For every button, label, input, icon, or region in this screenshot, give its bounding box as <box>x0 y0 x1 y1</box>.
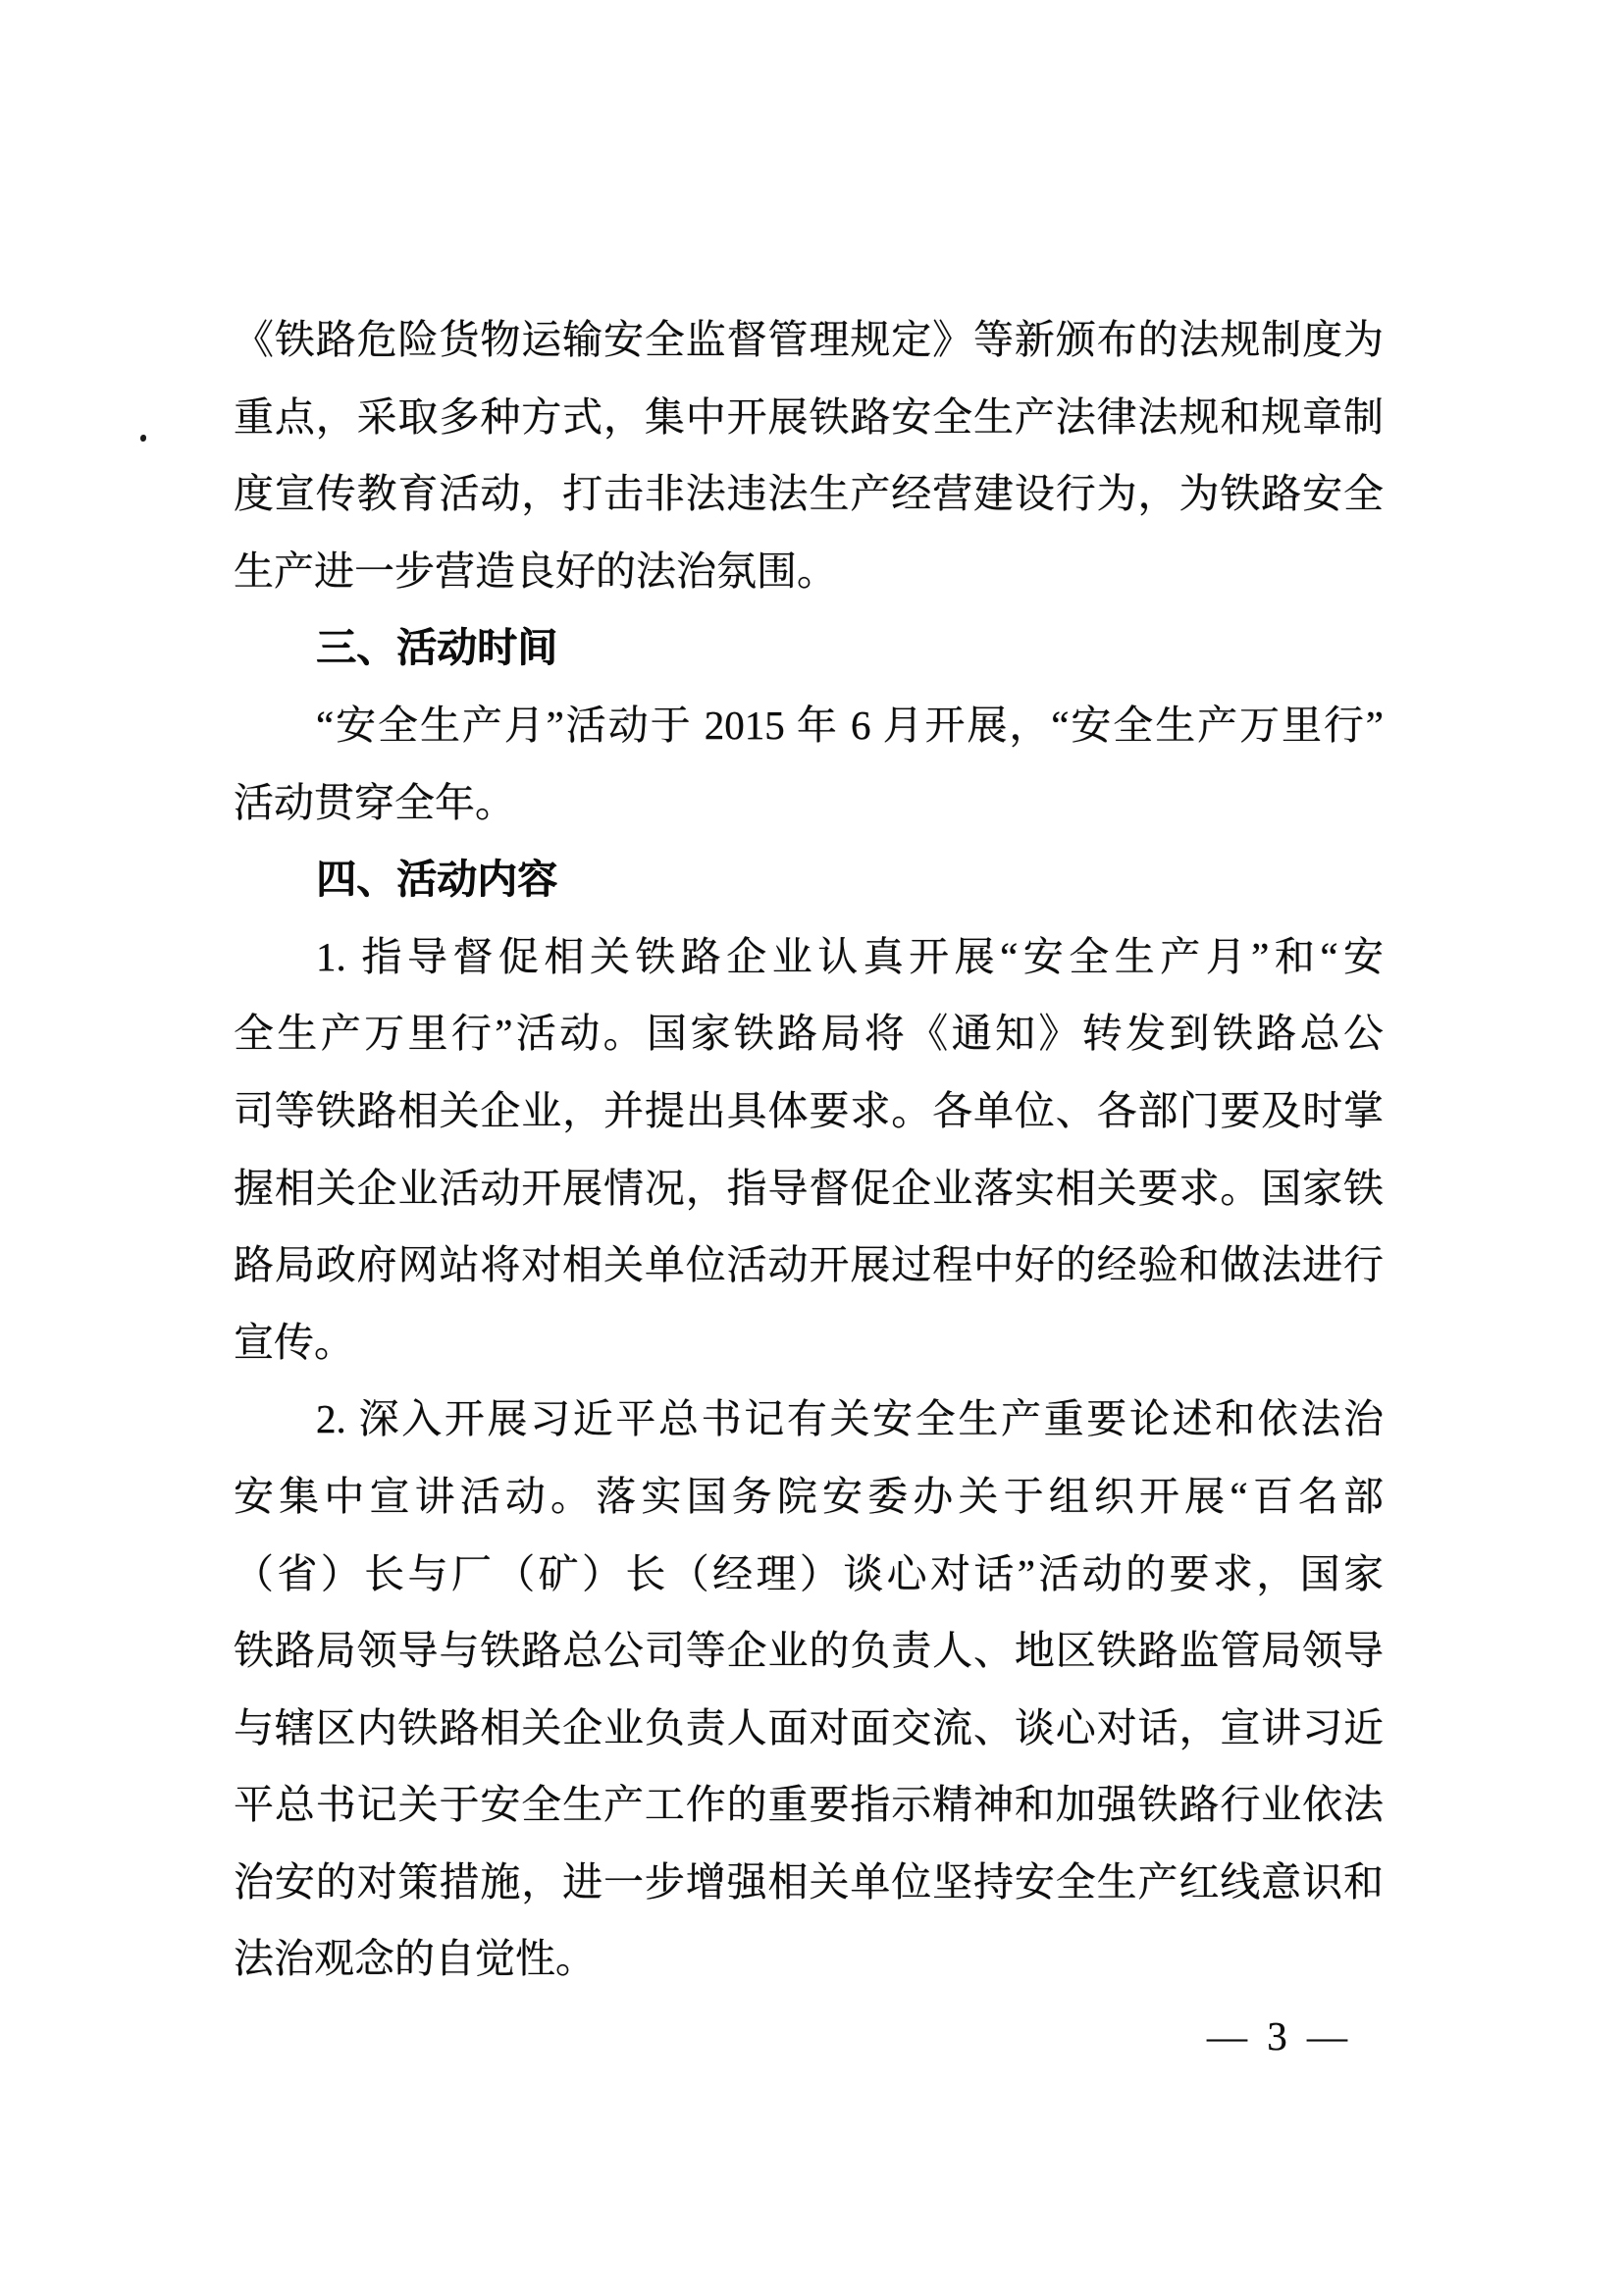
text-line: （省）长与厂（矿）长（经理）谈心对话”活动的要求，国家 <box>234 1550 1384 1596</box>
text-line: 安集中宣讲活动。落实国务院安委办关于组织开展“百名部 <box>234 1473 1384 1519</box>
text-line: “安全生产月”活动于 2015 年 6 月开展，“安全生产万里行” <box>316 702 1384 748</box>
text-line: 度宣传教育活动，打击非法违法生产经营建设行为，为铁路安全 <box>234 471 1384 517</box>
text-line: 生产进一步营造良好的法治氛围。 <box>234 548 837 594</box>
section-heading: 四、活动内容 <box>316 857 557 903</box>
text-line: 重点，采取多种方式，集中开展铁路安全生产法律法规和规章制 <box>234 393 1384 440</box>
text-line: 活动贯穿全年。 <box>234 779 515 825</box>
text-line: 平总书记关于安全生产工作的重要指示精神和加强铁路行业依法 <box>234 1782 1384 1828</box>
text-line: 宣传。 <box>234 1319 354 1365</box>
text-line: 1. 指导督促相关铁路企业认真开展“安全生产月”和“安 <box>316 933 1384 979</box>
text-line: 握相关企业活动开展情况，指导督促企业落实相关要求。国家铁 <box>234 1165 1384 1211</box>
text-line: 路局政府网站将对相关单位活动开展过程中好的经验和做法进行 <box>234 1242 1384 1288</box>
text-line: 2. 深入开展习近平总书记有关安全生产重要论述和依法治 <box>316 1396 1384 1442</box>
page-number: — 3 — <box>1207 2013 1352 2059</box>
text-line: 法治观念的自觉性。 <box>234 1936 596 1982</box>
text-line: 全生产万里行”活动。国家铁路局将《通知》转发到铁路总公 <box>234 1011 1384 1057</box>
text-line: 治安的对策措施，进一步增强相关单位坚持安全生产红线意识和 <box>234 1858 1384 1905</box>
text-line: 《铁路危险货物运输安全监督管理规定》等新颁布的法规制度为 <box>234 317 1384 362</box>
document-body <box>234 301 1384 1998</box>
text-line: 铁路局领导与铁路总公司等企业的负责人、地区铁路监管局领导 <box>234 1628 1384 1674</box>
text-line: 司等铁路相关企业，并提出具体要求。各单位、各部门要及时掌 <box>234 1087 1384 1133</box>
ink-speck <box>140 435 146 442</box>
text-line: 与辖区内铁路相关企业负责人面对面交流、谈心对话，宣讲习近 <box>234 1704 1384 1750</box>
section-heading: 三、活动时间 <box>316 625 557 671</box>
